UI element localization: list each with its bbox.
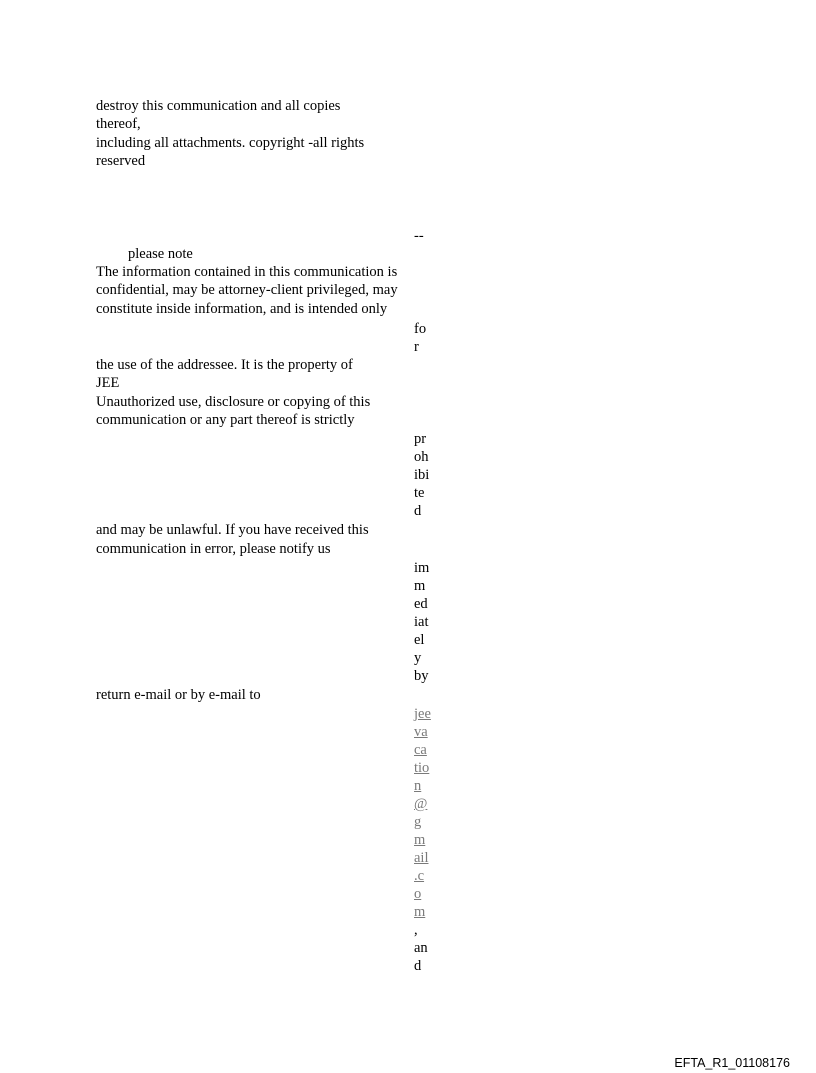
wrapped-word-prohibited (414, 430, 429, 520)
email-last-fragment[interactable] (414, 903, 431, 939)
separator: -- (414, 228, 424, 244)
email-fragment[interactable]: tio (414, 760, 430, 776)
word-fragment: y (414, 650, 422, 666)
word-fragment: oh (414, 449, 429, 465)
email-fragment[interactable]: m (414, 904, 426, 920)
disclaimer-text-line: reserved (96, 153, 146, 169)
notice-text-line: JEE (96, 375, 120, 391)
notice-text-line: constitute inside information, and is intended only (96, 301, 388, 317)
email-fragment[interactable]: jee (414, 706, 431, 722)
email-fragment[interactable]: va (414, 724, 428, 740)
word-fragment: m (414, 578, 426, 594)
email-fragment[interactable]: n (414, 778, 422, 794)
email-fragment[interactable]: ail (414, 850, 429, 866)
word-fragment: iat (414, 614, 429, 630)
email-fragment[interactable]: .c (414, 868, 425, 884)
email-trailing-comma: , (414, 922, 418, 938)
email-link[interactable] (414, 705, 431, 975)
email-fragment[interactable]: ca (414, 742, 427, 758)
email-fragment[interactable]: o (414, 886, 422, 902)
word-fragment: d (414, 958, 422, 974)
word-fragment: by (414, 668, 429, 684)
notice-heading: please note (128, 246, 193, 262)
notice-text-line: Unauthorized use, disclosure or copying of this (96, 394, 371, 410)
notice-text-line: the use of the addressee. It is the property of (96, 357, 353, 373)
word-fragment: d (414, 503, 422, 519)
wrapped-word-for (414, 320, 426, 356)
word-fragment: an (414, 940, 428, 956)
notice-text-line: and may be unlawful. If you have received this (96, 522, 369, 538)
notice-text-line: communication in error, please notify us (96, 541, 331, 557)
disclaimer-text-line: thereof, (96, 116, 141, 132)
notice-text-line: communication or any part thereof is strictly (96, 412, 355, 428)
notice-text-line: confidential, may be attorney-client privileged, may (96, 282, 398, 298)
wrapped-word-immediately (414, 559, 429, 685)
email-fragment[interactable]: @ (414, 796, 428, 812)
notice-text-line: return e-mail or by e-mail to (96, 687, 261, 703)
notice-text-line: The information contained in this communication is (96, 264, 398, 280)
word-fragment: te (414, 485, 425, 501)
document-id: EFTA_R1_01108176 (674, 1056, 790, 1070)
email-fragment[interactable]: g (414, 814, 422, 830)
word-fragment: im (414, 560, 430, 576)
word-fragment: ed (414, 596, 428, 612)
word-fragment: fo (414, 321, 427, 337)
word-fragment: r (414, 339, 419, 355)
disclaimer-text-line: destroy this communication and all copies (96, 98, 341, 114)
word-fragment: ibi (414, 467, 430, 483)
disclaimer-text-line: including all attachments. copyright -all rights (96, 135, 365, 151)
email-fragment[interactable]: m (414, 832, 426, 848)
word-fragment: el (414, 632, 425, 648)
word-fragment: pr (414, 431, 427, 447)
